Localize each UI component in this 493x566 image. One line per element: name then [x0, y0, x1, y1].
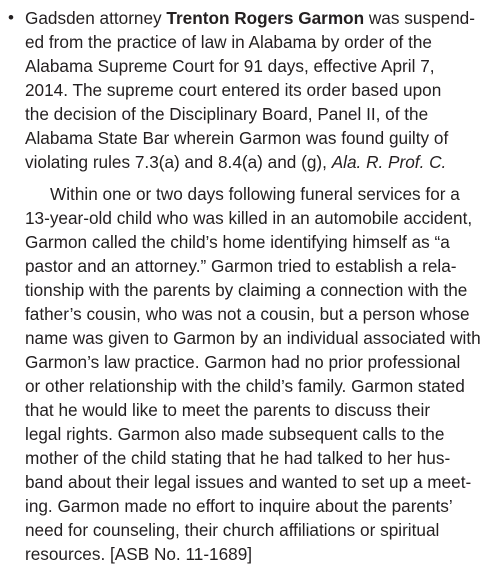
paragraph-line: that he would like to meet the parents to discuss their — [25, 400, 431, 420]
paragraph-line: or other relationship with the child’s family. Garmon stated — [25, 376, 465, 396]
paragraph-line: mother of the child stating that he had talked to her hus- — [25, 448, 451, 468]
paragraph-line: band about their legal issues and wanted to set up a meet- — [25, 472, 472, 492]
paragraph-line: legal rights. Garmon also made subsequent calls to the — [25, 424, 445, 444]
bullet-marker: • — [8, 8, 14, 27]
paragraph-line: pastor and an attorney.” Garmon tried to establish a rela- — [25, 256, 457, 276]
paragraph-line: 2014. The supreme court entered its order based upon — [25, 80, 442, 100]
paragraph-line: Alabama Supreme Court for 91 days, effective April 7, — [25, 56, 435, 76]
paragraph-line: Gadsden attorney Trenton Rogers Garmon was suspend- — [25, 8, 475, 28]
paragraph-line: tionship with the parents by claiming a connection with the — [25, 280, 468, 300]
paragraph-line: Alabama State Bar wherein Garmon was found guilty of — [25, 128, 449, 148]
paragraph-line: violating rules 7.3(a) and 8.4(a) and (g), Ala. R. Prof. C. — [25, 152, 447, 172]
attorney-name: Trenton Rogers Garmon — [166, 8, 365, 28]
paragraph-line: Garmon’s law practice. Garmon had no prior professional — [25, 352, 461, 372]
paragraph-line: Garmon called the child’s home identifying himself as “a — [25, 232, 450, 252]
paragraph-line: resources. [ASB No. 11-1689] — [25, 544, 253, 564]
rule-citation: Ala. R. Prof. C. — [331, 152, 447, 172]
paragraph-line: the decision of the Disciplinary Board, Panel II, of the — [25, 104, 429, 124]
paragraph-line: father’s cousin, who was not a cousin, but a person whose — [25, 304, 470, 324]
paragraph-line: Within one or two days following funeral services for a — [50, 184, 460, 204]
paragraph-line: ing. Garmon made no effort to inquire about the parents’ — [25, 496, 453, 516]
paragraph-line: name was given to Garmon by an individual associated with — [25, 328, 481, 348]
paragraph-line: need for counseling, their church affiliations or spiritual — [25, 520, 440, 540]
paragraph-line: ed from the practice of law in Alabama by order of the — [25, 32, 432, 52]
paragraph-line: 13-year-old child who was killed in an automobile accident, — [25, 208, 473, 228]
